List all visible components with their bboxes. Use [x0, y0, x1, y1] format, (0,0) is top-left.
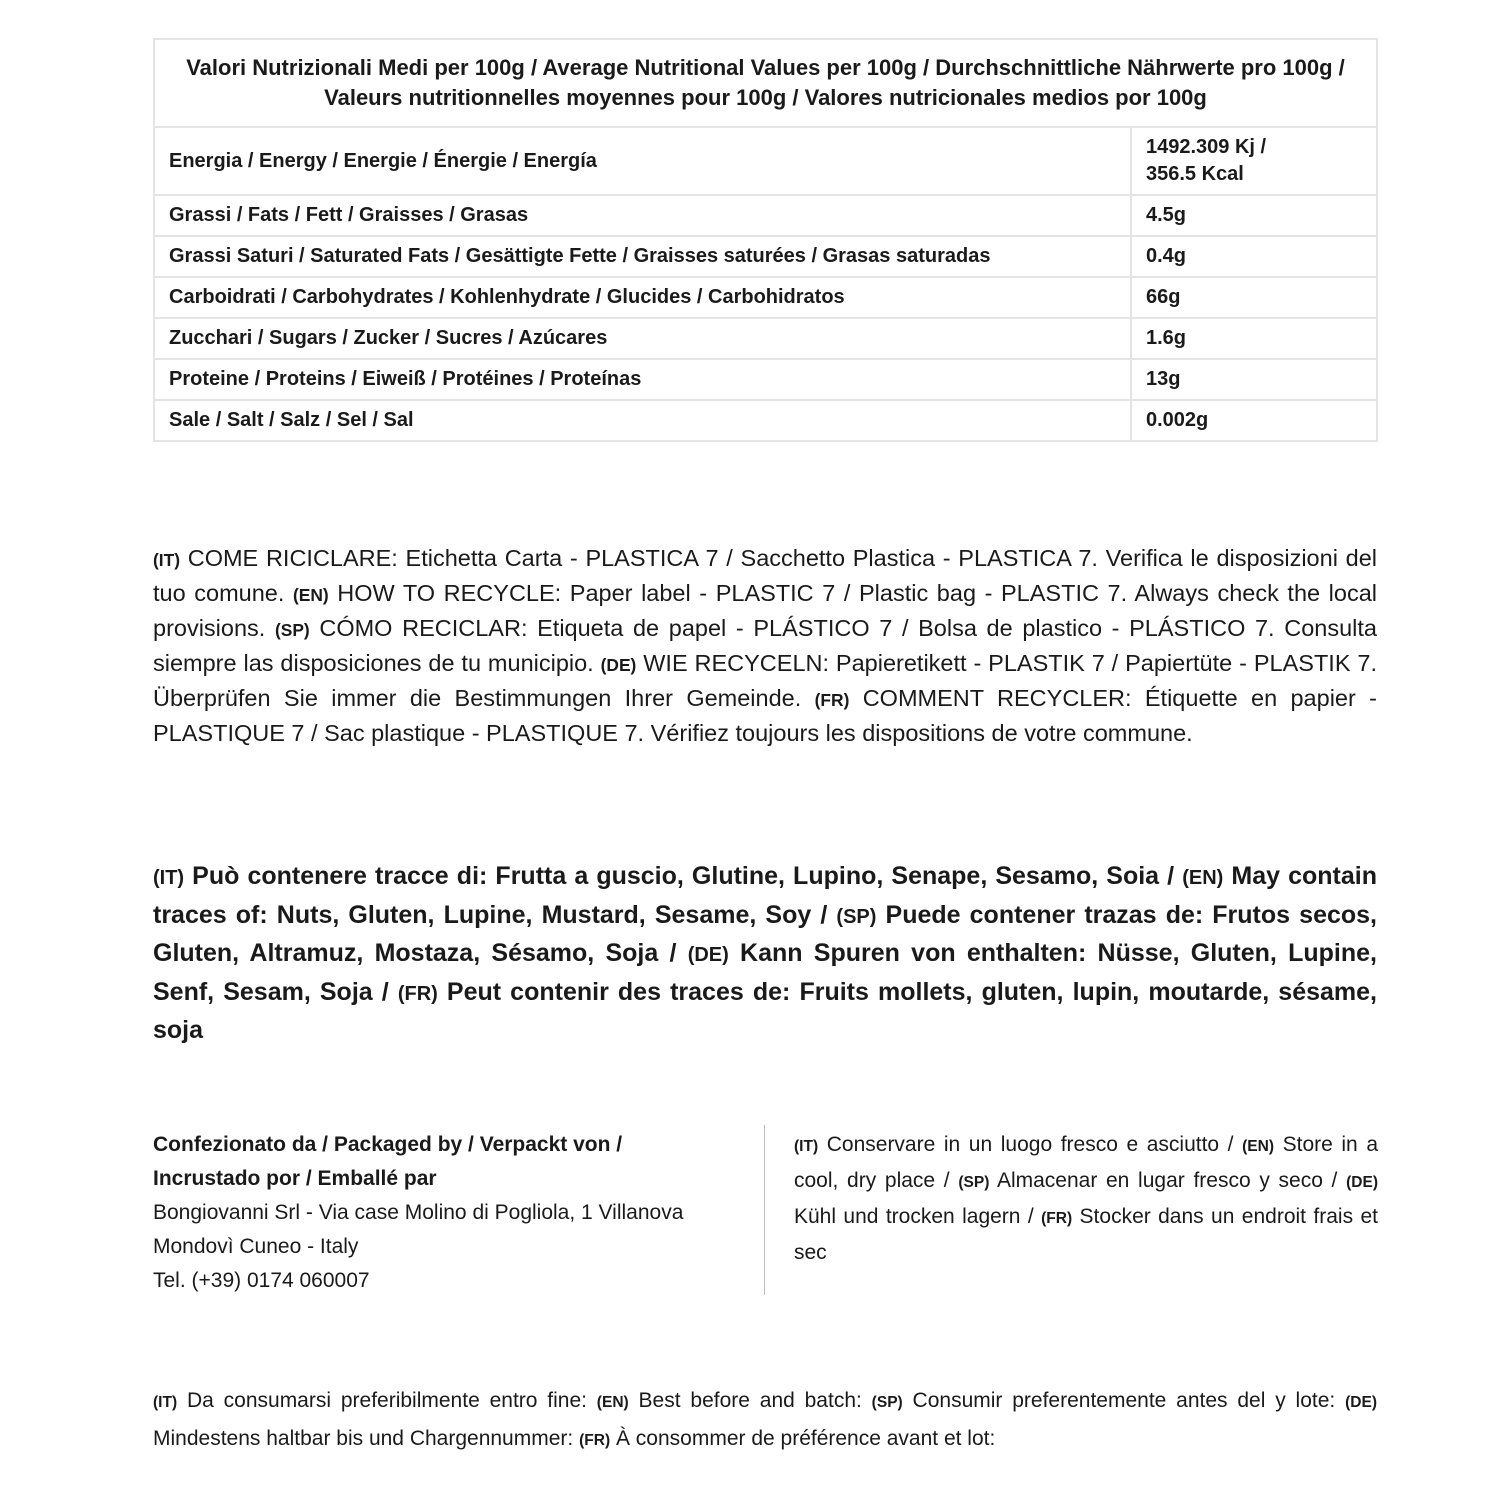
nutrient-value: 13g	[1131, 359, 1377, 400]
table-row	[154, 400, 1377, 441]
packager-phone: Tel. (+39) 0174 060007	[153, 1269, 370, 1292]
lang-code: (SP)	[836, 905, 877, 928]
lang-code: (EN)	[1242, 1138, 1275, 1155]
lang-code: (DE)	[600, 655, 637, 675]
lang-code: (IT)	[794, 1138, 819, 1155]
packager-title-line2: Incrustado por / Emballé par	[153, 1167, 437, 1190]
lang-code: (EN)	[596, 1394, 629, 1411]
lang-code: (FR)	[579, 1432, 611, 1449]
storage-text: Conservare in un luogo fresco e asciutto /	[818, 1133, 1243, 1156]
lang-code: (DE)	[1346, 1174, 1379, 1191]
allergen-text: Kann Spuren von enthalten: Nüsse, Gluten, Lupine, Senf, Sesam, Soja /	[153, 939, 1377, 1006]
lang-code: (IT)	[153, 1394, 178, 1411]
nutrient-label: Grassi Saturi / Saturated Fats / Gesättigte Fette / Graisses saturées / Grasas saturadas	[154, 236, 1131, 277]
best-before-text: À consommer de préférence avant et lot:	[610, 1427, 996, 1450]
recycling-text: COMMENT RECYCLER: Étiquette en papier - PLASTIQUE 7 / Sac plastique - PLASTIQUE 7. Vérifiez toujours les dispositions de votre commune.	[153, 685, 1377, 746]
allergen-text: Peut contenir des traces de: Fruits mollets, gluten, lupin, moutarde, sésame, soja	[153, 977, 1377, 1044]
lang-code: (IT)	[153, 550, 181, 570]
lang-code: (FR)	[1041, 1210, 1073, 1227]
table-row	[154, 127, 1377, 195]
energy-kj: 1492.309 Kj /	[1146, 136, 1267, 158]
lang-code: (DE)	[1345, 1394, 1377, 1411]
packager-address-line2: Mondovì Cuneo - Italy	[153, 1235, 359, 1258]
nutrient-value: 66g	[1131, 277, 1377, 318]
table-row	[154, 318, 1377, 359]
lang-code: (FR)	[814, 690, 850, 710]
storage-instructions	[794, 1128, 1378, 1270]
nutrition-table-header: Valori Nutrizionali Medi per 100g / Average Nutritional Values per 100g / Durchschnittliche Nährwerte pro 100g / Valeurs nutritionnelles moyennes pour 100g / Valores nutricionales medios por 100g	[154, 39, 1377, 127]
packager-info	[153, 1128, 733, 1298]
packager-title-line1: Confezionato da / Packaged by / Verpackt von /	[153, 1133, 623, 1156]
best-before-text: Mindestens haltbar bis und Chargennummer:	[153, 1427, 580, 1450]
nutrient-label: Sale / Salt / Salz / Sel / Sal	[154, 400, 1131, 441]
lang-code: (EN)	[292, 585, 329, 605]
table-row	[154, 195, 1377, 236]
lang-code: (FR)	[397, 982, 438, 1005]
table-row	[154, 359, 1377, 400]
nutrient-value: 4.5g	[1131, 195, 1377, 236]
nutrient-label: Carboidrati / Carbohydrates / Kohlenhydrate / Glucides / Carbohidratos	[154, 277, 1131, 318]
nutrient-label: Zucchari / Sugars / Zucker / Sucres / Azúcares	[154, 318, 1131, 359]
packager-address-line1: Bongiovanni Srl - Via case Molino di Pogliola, 1 Villanova	[153, 1201, 684, 1224]
nutrition-table	[153, 38, 1378, 442]
allergen-text: Può contenere tracce di: Frutta a guscio, Glutine, Lupino, Senape, Sesamo, Soia /	[184, 862, 1183, 890]
recycling-text: CÓMO RECICLAR: Etiqueta de papel - PLÁSTICO 7 / Bolsa de plastico - PLÁSTICO 7. Consulta siempre las disposiciones de tu municipio.	[153, 615, 1377, 676]
best-before-text: Consumir preferentemente antes del y lote:	[902, 1389, 1346, 1412]
vertical-divider	[764, 1125, 765, 1295]
nutrient-label: Energia / Energy / Energie / Énergie / Energía	[154, 127, 1131, 195]
recycling-text: COME RICICLARE: Etichetta Carta - PLASTICA 7 / Sacchetto Plastica - PLASTICA 7. Verifica le disposizioni del tuo comune.	[153, 545, 1377, 606]
best-before-info	[153, 1383, 1377, 1459]
nutrient-label: Proteine / Proteins / Eiweiß / Protéines / Proteínas	[154, 359, 1131, 400]
storage-text: Stocker dans un endroit frais et sec	[794, 1205, 1378, 1264]
allergen-warning	[153, 858, 1377, 1049]
nutrient-label: Grassi / Fats / Fett / Graisses / Grasas	[154, 195, 1131, 236]
nutrient-value: 0.002g	[1131, 400, 1377, 441]
best-before-text: Best before and batch:	[628, 1389, 872, 1412]
lang-code: (DE)	[687, 944, 729, 966]
table-row	[154, 277, 1377, 318]
lang-code: (SP)	[958, 1174, 990, 1191]
nutrient-value	[1131, 127, 1377, 195]
energy-kcal: 356.5 Kcal	[1146, 163, 1244, 185]
recycling-text: HOW TO RECYCLE: Paper label - PLASTIC 7 / Plastic bag - PLASTIC 7. Always check the local provisions.	[153, 580, 1377, 641]
nutrient-value: 1.6g	[1131, 318, 1377, 359]
recycling-instructions	[153, 542, 1377, 750]
storage-text: Kühl und trocken lagern /	[794, 1205, 1042, 1228]
table-row	[154, 236, 1377, 277]
storage-text: Almacenar en lugar fresco y seco /	[989, 1169, 1347, 1192]
storage-text: Store in a cool, dry place /	[794, 1133, 1378, 1192]
lang-code: (EN)	[1182, 867, 1224, 889]
recycling-text: WIE RECYCELN: Papieretikett - PLASTIK 7 / Papiertüte - PLASTIK 7. Überprüfen Sie immer die Bestimmungen Ihrer Gemeinde.	[153, 650, 1377, 711]
allergen-text: Puede contener trazas de: Frutos secos, Gluten, Altramuz, Mostaza, Sésamo, Soja /	[153, 900, 1377, 967]
lang-code: (SP)	[274, 620, 310, 640]
lang-code: (IT)	[153, 867, 185, 889]
best-before-text: Da consumarsi preferibilmente entro fine:	[177, 1389, 597, 1412]
nutrient-value: 0.4g	[1131, 236, 1377, 277]
allergen-text: May contain traces of: Nuts, Gluten, Lupine, Mustard, Sesame, Soy /	[153, 862, 1377, 929]
lang-code: (SP)	[871, 1394, 903, 1411]
